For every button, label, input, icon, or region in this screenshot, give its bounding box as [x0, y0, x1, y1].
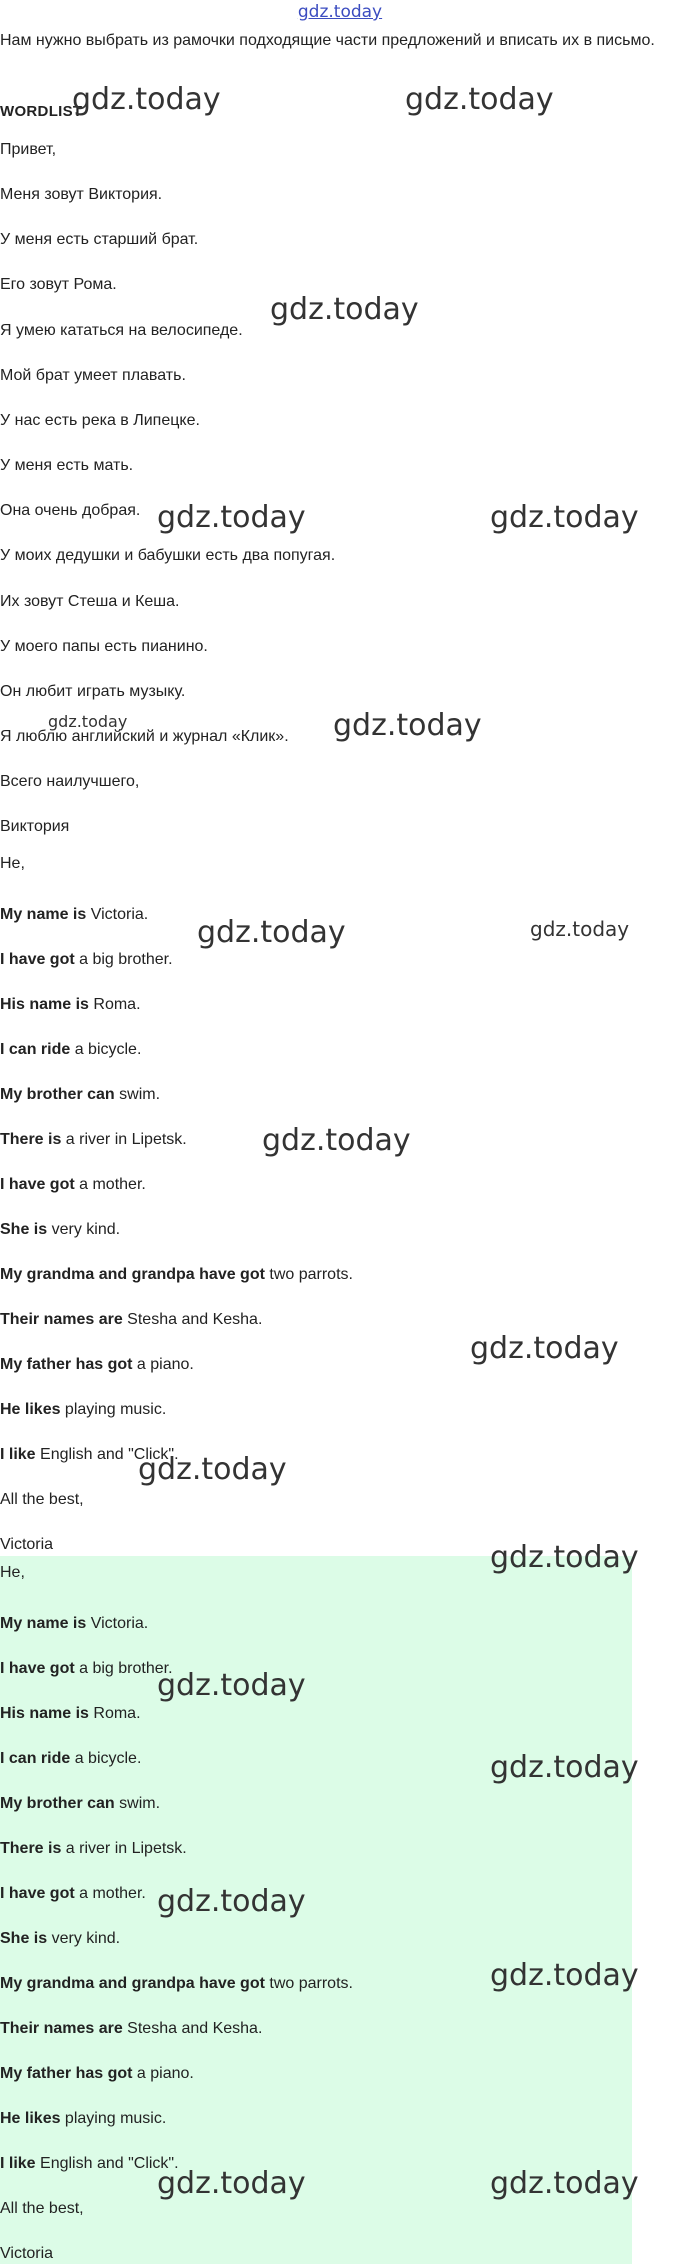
answer-line-text: He,: [0, 1564, 25, 1581]
russian-line: Их зовут Стеша и Кеша.: [0, 593, 180, 610]
answer-line-text: Stesha and Kesha.: [122, 2020, 263, 2037]
english-line: [0, 1083, 160, 1107]
english-line-text: playing music.: [60, 1401, 167, 1418]
watermark: gdz.today: [48, 712, 128, 731]
answer-line-text: two parrots.: [264, 1975, 353, 1992]
answer-line-text: a mother.: [74, 1885, 146, 1902]
answer-line-phrase: He likes: [0, 2110, 61, 2127]
answer-line: [0, 2107, 166, 2131]
english-line: [0, 948, 173, 972]
watermark: gdz.today: [490, 1750, 639, 1785]
watermark: gdz.today: [470, 1331, 619, 1366]
answer-line: [0, 1657, 173, 1681]
russian-line: У моих дедушки и бабушки есть два попугая.: [0, 547, 336, 564]
answer-line-text: All the best,: [0, 2200, 84, 2217]
english-line: [0, 903, 148, 927]
answer-line-phrase: I like: [0, 2155, 36, 2172]
english-line-text: Stesha and Kesha.: [122, 1311, 263, 1328]
answer-line-phrase: I have got: [0, 1885, 75, 1902]
russian-line: Я умею кататься на велосипеде.: [0, 322, 243, 339]
russian-line: У меня есть мать.: [0, 457, 134, 474]
english-line-phrase: I like: [0, 1446, 36, 1463]
answer-line-text: swim.: [114, 1795, 161, 1812]
answer-line-text: English and "Click".: [35, 2155, 179, 2172]
english-line-text: a piano.: [132, 1356, 194, 1373]
russian-line: Меня зовут Виктория.: [0, 186, 163, 203]
english-line-text: swim.: [114, 1086, 161, 1103]
answer-line: [0, 1702, 141, 1726]
english-line-phrase: Their names are: [0, 1311, 123, 1328]
answer-line-text: Victoria: [0, 2245, 54, 2262]
english-line: [0, 1398, 166, 1422]
answer-line-text: Victoria.: [86, 1615, 149, 1632]
answer-line-phrase: My name is: [0, 1615, 87, 1632]
english-line-text: a mother.: [74, 1176, 146, 1193]
english-line-text: Victoria.: [86, 906, 149, 923]
english-line-phrase: My grandma and grandpa have got: [0, 1266, 265, 1283]
english-line-text: English and "Click".: [35, 1446, 179, 1463]
english-line: [0, 1128, 187, 1152]
answer-line: [0, 1747, 141, 1771]
answer-line-phrase: There is: [0, 1840, 62, 1857]
english-line-phrase: I can ride: [0, 1041, 71, 1058]
russian-line: Всего наилучшего,: [0, 773, 140, 790]
answer-line-phrase: His name is: [0, 1705, 89, 1722]
english-line-text: Roma.: [88, 996, 141, 1013]
russian-line: Я люблю английский и журнал «Клик».: [0, 728, 289, 745]
watermark: gdz.today: [157, 1884, 306, 1919]
russian-line: Она очень добрая.: [0, 502, 141, 519]
watermark: gdz.today: [490, 500, 639, 535]
english-line-text: Victoria: [0, 1536, 54, 1553]
english-line-text: a river in Lipetsk.: [61, 1131, 187, 1148]
english-line-text: two parrots.: [264, 1266, 353, 1283]
answer-line: [0, 1972, 353, 1996]
english-line: [0, 1488, 84, 1512]
watermark: gdz.today: [72, 82, 221, 117]
answer-line: [0, 2242, 53, 2266]
english-line: [0, 1038, 141, 1062]
watermark: gdz.today: [490, 2166, 639, 2201]
english-line: [0, 852, 25, 876]
english-line: [0, 1443, 179, 1467]
english-line-text: very kind.: [47, 1221, 121, 1238]
answer-line-phrase: My grandma and grandpa have got: [0, 1975, 265, 1992]
answer-line: [0, 1612, 148, 1636]
answer-line: [0, 1882, 146, 1906]
russian-line: Он любит играть музыку.: [0, 683, 186, 700]
answer-line-phrase: I can ride: [0, 1750, 71, 1767]
english-line-phrase: My name is: [0, 906, 87, 923]
russian-line: Мой брат умеет плавать.: [0, 367, 186, 384]
watermark: gdz.today: [262, 1123, 411, 1158]
answer-line-text: Roma.: [88, 1705, 141, 1722]
russian-line: Виктория: [0, 818, 70, 835]
english-line-phrase: There is: [0, 1131, 62, 1148]
english-line: [0, 1263, 353, 1287]
answer-line-text: playing music.: [60, 2110, 167, 2127]
english-line: [0, 1173, 146, 1197]
english-line: [0, 1353, 194, 1377]
watermark: gdz.today: [490, 1540, 639, 1575]
watermark: gdz.today: [405, 82, 554, 117]
answer-line-text: a bicycle.: [70, 1750, 142, 1767]
answer-line: [0, 2062, 194, 2086]
answer-line-phrase: I have got: [0, 1660, 75, 1677]
watermark: gdz.today: [490, 1958, 639, 1993]
answer-line: [0, 2017, 262, 2041]
answer-line: [0, 1927, 120, 1951]
answer-line-phrase: My brother can: [0, 1795, 115, 1812]
answer-line: [0, 1792, 160, 1816]
english-line-text: All the best,: [0, 1491, 84, 1508]
site-logo[interactable]: [0, 0, 680, 24]
russian-line: Его зовут Рома.: [0, 276, 117, 293]
english-line: [0, 993, 141, 1017]
answer-line-phrase: My father has got: [0, 2065, 133, 2082]
answer-line-phrase: Their names are: [0, 2020, 123, 2037]
english-line: [0, 1308, 262, 1332]
watermark: gdz.today: [333, 708, 482, 743]
english-line: [0, 1218, 120, 1242]
watermark: gdz.today: [157, 1668, 306, 1703]
english-line-text: a bicycle.: [70, 1041, 142, 1058]
watermark: gdz.today: [270, 292, 419, 327]
english-line-phrase: She is: [0, 1221, 48, 1238]
answer-line-text: a big brother.: [74, 1660, 173, 1677]
answer-line-phrase: She is: [0, 1930, 48, 1947]
russian-line: У меня есть старший брат.: [0, 231, 199, 248]
answer-line: [0, 1837, 187, 1861]
russian-line: У нас есть река в Липецке.: [0, 412, 200, 429]
english-line-phrase: His name is: [0, 996, 89, 1013]
site-logo-link[interactable]: gdz.today: [297, 2, 383, 22]
watermark: gdz.today: [157, 2166, 306, 2201]
answer-line-text: very kind.: [47, 1930, 121, 1947]
english-line-text: He,: [0, 855, 25, 872]
english-line-phrase: He likes: [0, 1401, 61, 1418]
watermark: gdz.today: [530, 917, 630, 941]
watermark: gdz.today: [157, 500, 306, 535]
english-line-phrase: I have got: [0, 951, 75, 968]
answer-line: [0, 2152, 179, 2176]
answer-line: [0, 2197, 84, 2221]
english-line-text: a big brother.: [74, 951, 173, 968]
english-line-phrase: My father has got: [0, 1356, 133, 1373]
watermark: gdz.today: [138, 1452, 287, 1487]
wordlist-label: WORDLIST: [0, 103, 83, 120]
answer-line-text: a piano.: [132, 2065, 194, 2082]
task-intro: Нам нужно выбрать из рамочки подходящие части предложений и вписать их в письмо.: [0, 32, 655, 49]
watermark: gdz.today: [197, 915, 346, 950]
english-line: [0, 1533, 53, 1557]
answer-line-text: a river in Lipetsk.: [61, 1840, 187, 1857]
russian-line: У моего папы есть пианино.: [0, 638, 208, 655]
russian-line: Привет,: [0, 141, 57, 158]
answer-line: [0, 1561, 25, 1585]
english-line-phrase: I have got: [0, 1176, 75, 1193]
english-line-phrase: My brother can: [0, 1086, 115, 1103]
